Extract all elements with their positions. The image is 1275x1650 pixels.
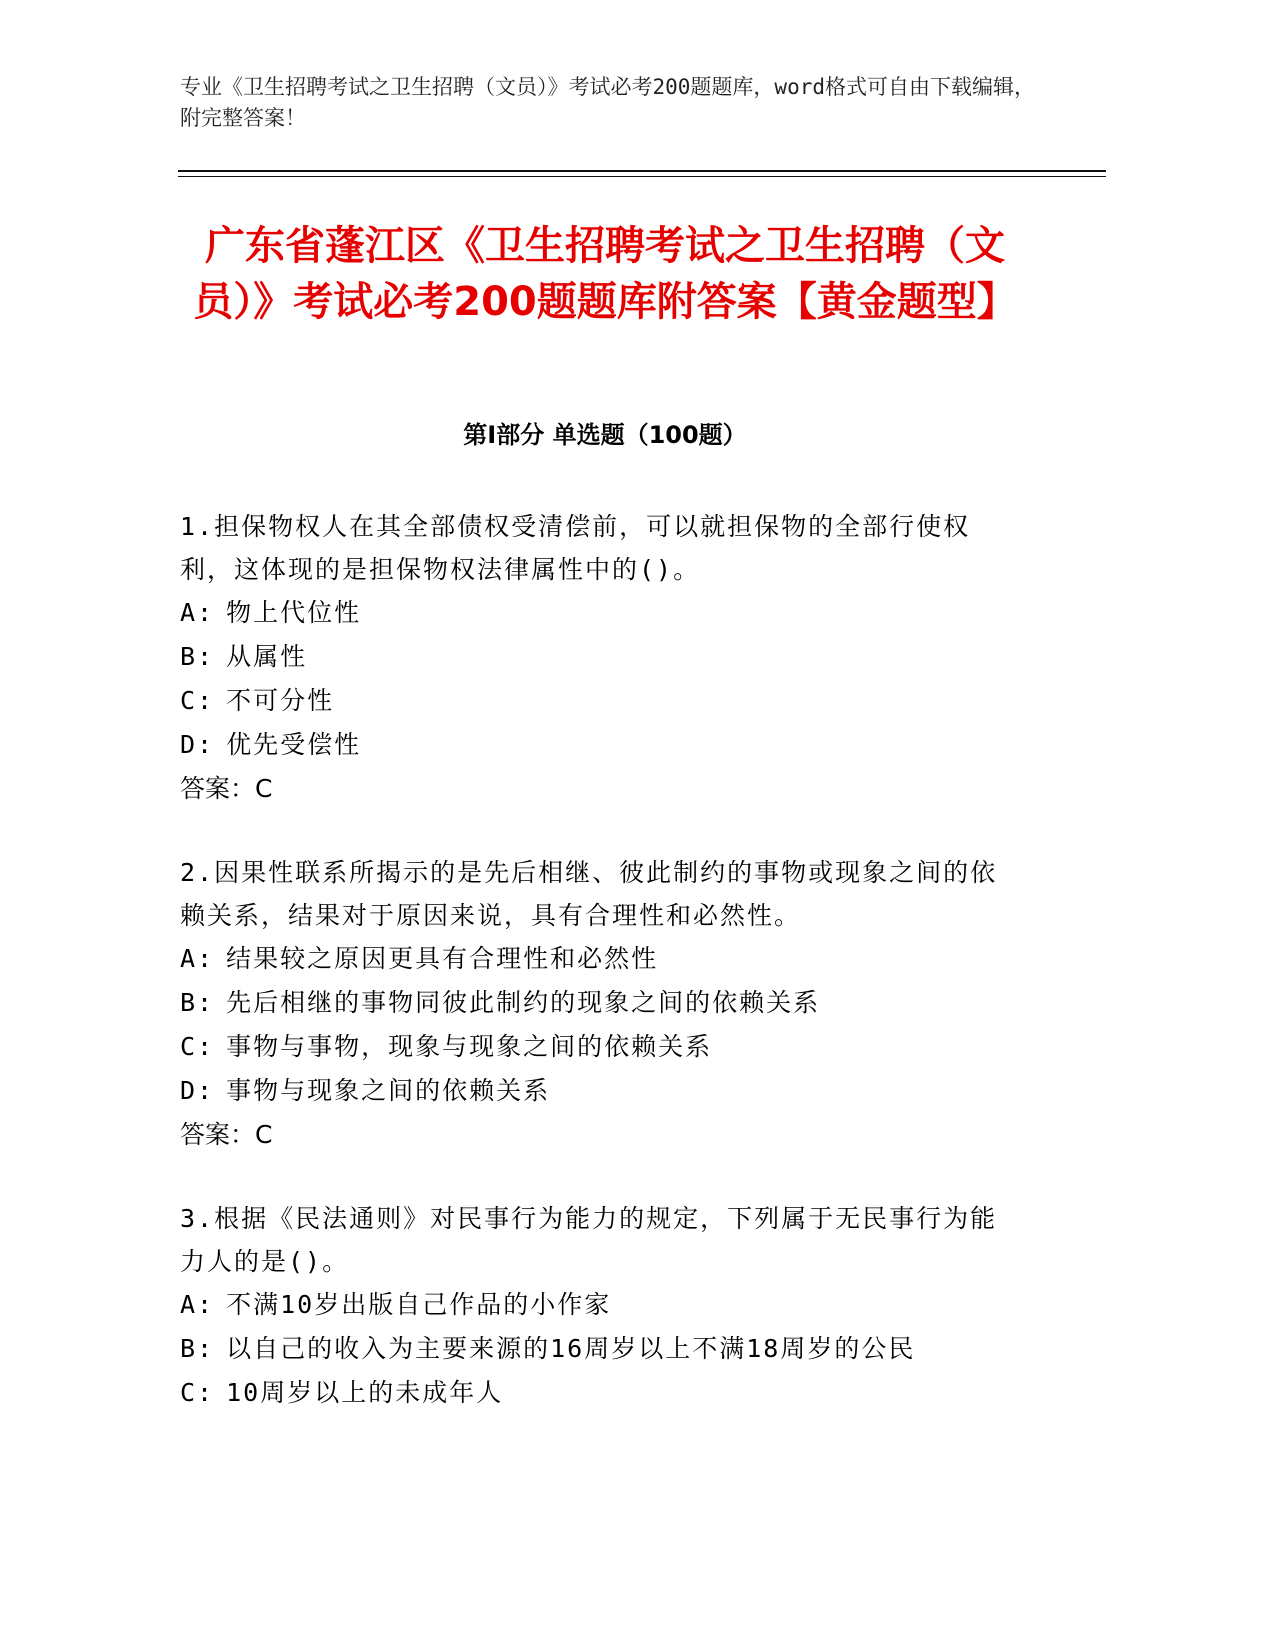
header-note: 专业《卫生招聘考试之卫生招聘（文员）》考试必考200题题库，word格式可自由下载编辑，附完整答案！ [180, 75, 1035, 130]
option-text: 以自己的收入为主要来源的16周岁以上不满18周岁的公民 [226, 1334, 916, 1363]
option-key: A: [180, 1290, 215, 1319]
header-divider-thin [178, 176, 1106, 177]
option-a [180, 937, 1020, 981]
option-key: D: [180, 1076, 215, 1105]
option-text: 10周岁以上的未成年人 [226, 1378, 504, 1407]
option-list [180, 591, 1020, 767]
question-stem: 1.担保物权人在其全部债权受清偿前，可以就担保物的全部行使权利，这体现的是担保物权法律属性中的()。 [180, 512, 971, 584]
option-c [180, 1371, 1020, 1415]
option-key: C: [180, 1378, 215, 1407]
option-text: 优先受偿性 [226, 730, 362, 759]
option-list [180, 1283, 1020, 1415]
option-d [180, 1069, 1020, 1113]
question-stem: 2.因果性联系所揭示的是先后相继、彼此制约的事物或现象之间的依赖关系，结果对于原因来说，具有合理性和必然性。 [180, 858, 998, 930]
option-text: 先后相继的事物同彼此制约的现象之间的依赖关系 [226, 988, 821, 1017]
option-b [180, 1327, 1020, 1371]
option-key: A: [180, 944, 215, 973]
header-divider-thick [178, 170, 1106, 172]
option-text: 从属性 [226, 642, 308, 671]
option-key: A: [180, 598, 215, 627]
option-b [180, 981, 1020, 1025]
question-3 [180, 1197, 1020, 1415]
option-key: C: [180, 686, 215, 715]
question-2 [180, 851, 1020, 1157]
option-key: C: [180, 1032, 215, 1061]
option-list [180, 937, 1020, 1113]
option-c [180, 679, 1020, 723]
section-title: 第I部分 单选题（100题） [463, 421, 747, 449]
option-a [180, 1283, 1020, 1327]
question-list [180, 505, 1020, 1455]
option-text: 物上代位性 [226, 598, 362, 627]
answer-value: C [255, 1120, 273, 1149]
option-text: 事物与现象之间的依赖关系 [226, 1076, 551, 1105]
option-b [180, 635, 1020, 679]
option-a [180, 591, 1020, 635]
option-d [180, 723, 1020, 767]
answer-line [180, 767, 1020, 811]
option-key: B: [180, 642, 215, 671]
option-key: B: [180, 1334, 215, 1363]
option-c [180, 1025, 1020, 1069]
answer-label: 答案： [180, 774, 256, 803]
option-text: 不满10岁出版自己作品的小作家 [226, 1290, 612, 1319]
option-text: 结果较之原因更具有合理性和必然性 [226, 944, 659, 973]
option-key: B: [180, 988, 215, 1017]
answer-value: C [255, 774, 273, 803]
option-key: D: [180, 730, 215, 759]
question-stem: 3.根据《民法通则》对民事行为能力的规定，下列属于无民事行为能力人的是()。 [180, 1204, 998, 1276]
option-text: 事物与事物，现象与现象之间的依赖关系 [226, 1032, 713, 1061]
option-text: 不可分性 [226, 686, 335, 715]
answer-label: 答案： [180, 1120, 256, 1149]
document-title: 广东省蓬江区《卫生招聘考试之卫生招聘（文员）》考试必考200题题库附答案【黄金题型】 [193, 223, 1017, 325]
answer-line [180, 1113, 1020, 1157]
question-1 [180, 505, 1020, 811]
